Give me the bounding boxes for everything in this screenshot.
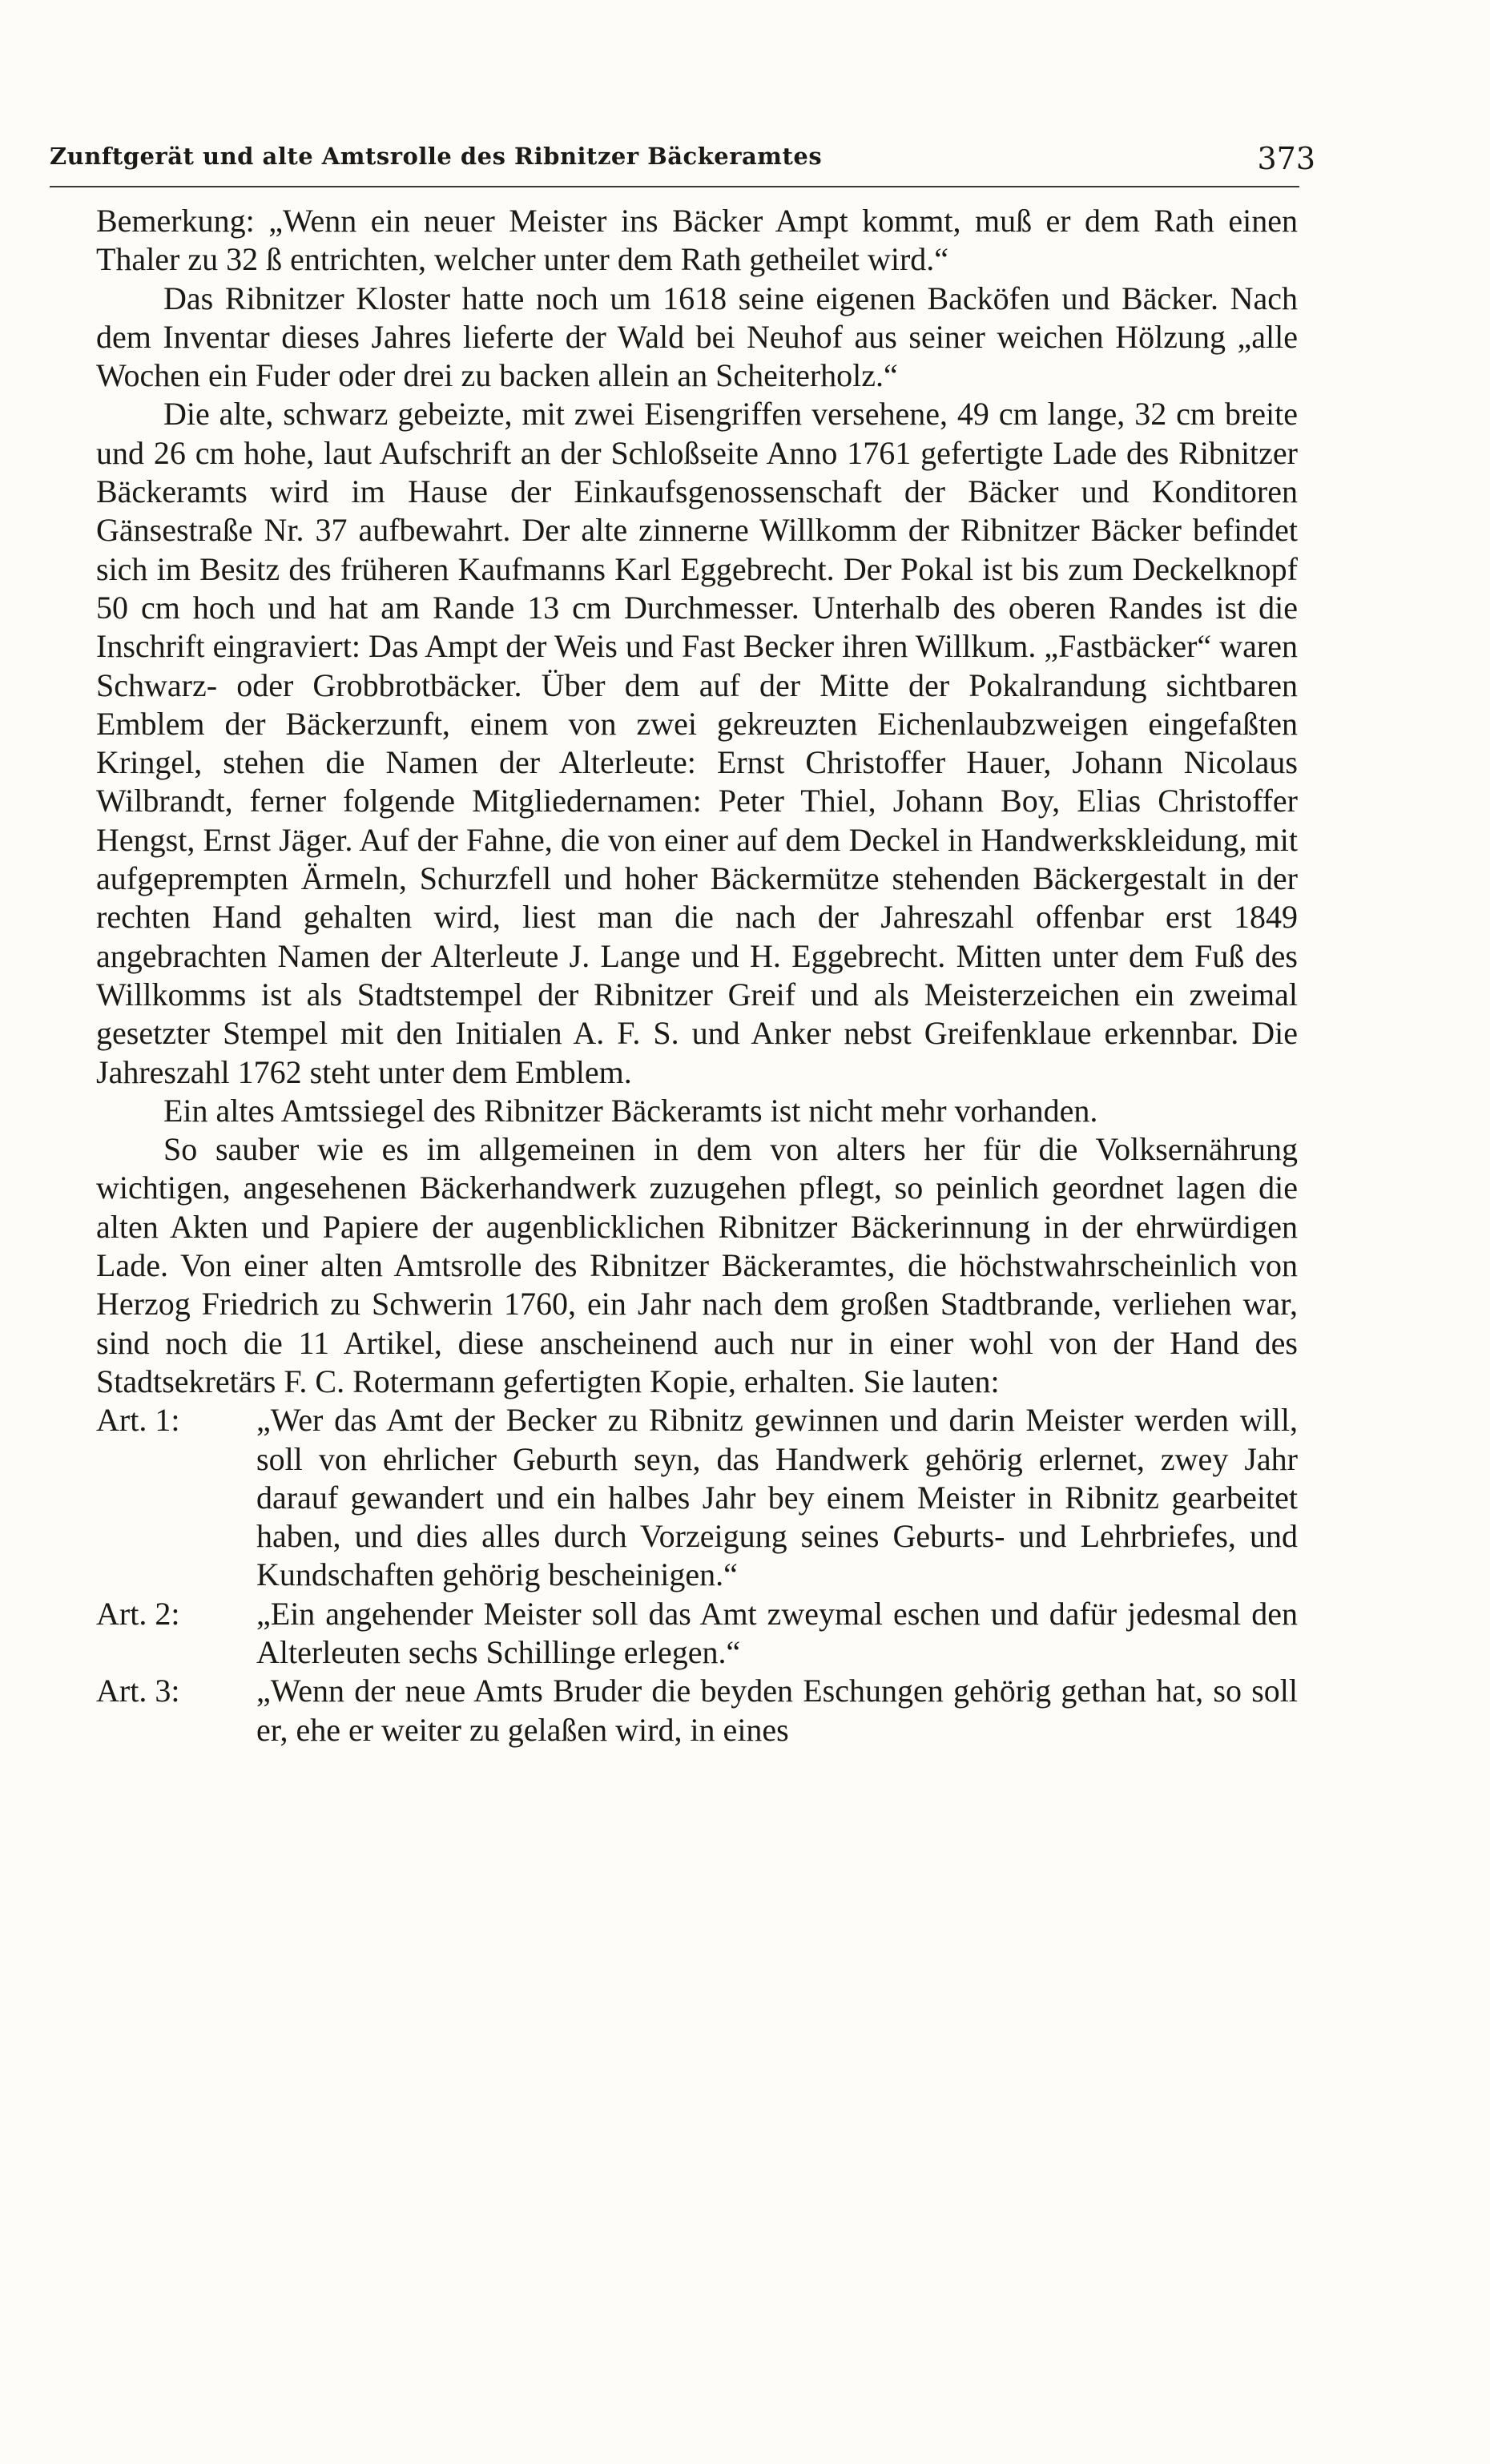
- page-number: 373: [1257, 141, 1315, 176]
- paragraph-kloster: Das Ribnitzer Kloster hatte noch um 1618 seine eigenen Backöfen und Bäcker. Nach dem Inventar dieses Jahres lieferte der Wald bei Neuhof aus seiner weichen Hölzung „alle Wochen ein Fuder oder drei zu backen allein an Scheiterholz.“: [96, 280, 1298, 394]
- paragraph-amtssiegel: Ein altes Amtssiegel des Ribnitzer Bäckeramts ist nicht mehr vorhanden.: [163, 1092, 1098, 1129]
- article-label: Art. 1:: [96, 1402, 180, 1439]
- article-text: „Ein angehender Meister soll das Amt zweymal eschen und dafür jedesmal den Alterleuten sechs Schillinge erlegen.“: [256, 1595, 1298, 1670]
- article-text: „Wenn der neue Amts Bruder die beyden Eschungen gehörig gethan hat, so soll er, ehe er weiter zu gelaßen wird, in eines: [256, 1673, 1298, 1748]
- article-text: „Wer das Amt der Becker zu Ribnitz gewinnen und darin Meister werden will, soll von ehrlicher Geburth seyn, das Handwerk gehörig erlernet, zwey Jahr darauf gewandert und ein halbes Jahr bey einem Meister in Ribnitz gearbeitet haben, und dies alles durch Vorzeigung seines Geburts- und Lehrbriefes, und Kundschaften gehörig bescheinigen.“: [256, 1402, 1298, 1593]
- article-item: [96, 1595, 1298, 1673]
- paragraph-lade-willkomm: Die alte, schwarz gebeizte, mit zwei Eisengriffen versehene, 49 cm lange, 32 cm breite und 26 cm hohe, laut Aufschrift an der Schloßseite Anno 1761 gefertigte Lade des Ribnitzer Bäckeramts wird im Hause der Einkaufsgenossenschaft der Bäcker und Konditoren Gänsestraße Nr. 37 aufbewahrt. Der alte zinnerne Willkomm der Ribnitzer Bäcker befindet sich im Besitz des früheren Kaufmanns Karl Eggebrecht. Der Pokal ist bis zum Deckelknopf 50 cm hoch und hat am Rande 13 cm Durchmesser. Unterhalb des oberen Randes ist die Inschrift eingraviert: Das Ampt der Weis und Fast Becker ihren Willkum. „Fastbäcker“ waren Schwarz- oder Grobbrotbäcker. Über dem auf der Mitte der Pokalrandung sichtbaren Emblem der Bäckerzunft, einem von zwei gekreuzten Eichenlaubzweigen eingefaßten Kringel, stehen die Namen der Alterleute: Ernst Christoffer Hauer, Johann Nicolaus Wilbrandt, ferner folgende Mitgliedernamen: Peter Thiel, Johann Boy, Elias Christoffer Hengst, Ernst Jäger. Auf der Fahne, die von einer auf dem Deckel in Handwerkskleidung, mit aufgeprempten Ärmeln, Schurzfell und hoher Bäckermütze stehenden Bäckergestalt in der rechten Hand gehalten wird, liest man die nach der Jahreszahl offenbar erst 1849 angebrachten Namen der Alterleute J. Lange und H. Eggebrecht. Mitten unter dem Fuß des Willkomms ist als Stadtstempel der Ribnitzer Greif und als Meisterzeichen ein zweimal gesetzter Stempel mit den Initialen A. F. S. und Anker nebst Greifenklaue erkennbar. Die Jahreszahl 1762 steht unter dem Emblem.: [96, 396, 1298, 1090]
- header-rule: [50, 186, 1299, 187]
- body-text: [96, 202, 1298, 2245]
- article-item: [96, 1401, 1298, 1594]
- paragraph-bemerkung: Bemerkung: „Wenn ein neuer Meister ins Bäcker Ampt kommt, muß er dem Rath einen Thaler zu 32 ß entrichten, welcher unter dem Rath getheilet wird.“: [96, 203, 1298, 278]
- article-list: [96, 1401, 1298, 1749]
- article-label: Art. 3:: [96, 1673, 180, 1709]
- article-item: [96, 1672, 1298, 1749]
- article-label: Art. 2:: [96, 1595, 180, 1632]
- paragraph-amtsrolle: So sauber wie es im allgemeinen in dem von alters her für die Volksernährung wichtigen, angesehenen Bäckerhandwerk zuzugehen pflegt, so peinlich geordnet lagen die alten Akten und Papiere der augenblicklichen Ribnitzer Bäckerinnung in der ehrwürdigen Lade. Von einer alten Amtsrolle des Ribnitzer Bäckeramtes, die höchstwahrscheinlich von Herzog Friedrich zu Schwerin 1760, ein Jahr nach dem großen Stadtbrande, verliehen war, sind noch die 11 Artikel, diese anscheinend auch nur in einer wohl von der Hand des Stadtsekretärs F. C. Rotermann gefertigten Kopie, erhalten. Sie lauten:: [96, 1131, 1298, 1399]
- running-title: Zunftgerät und alte Amtsrolle des Ribnitzer Bäckeramtes: [50, 143, 823, 170]
